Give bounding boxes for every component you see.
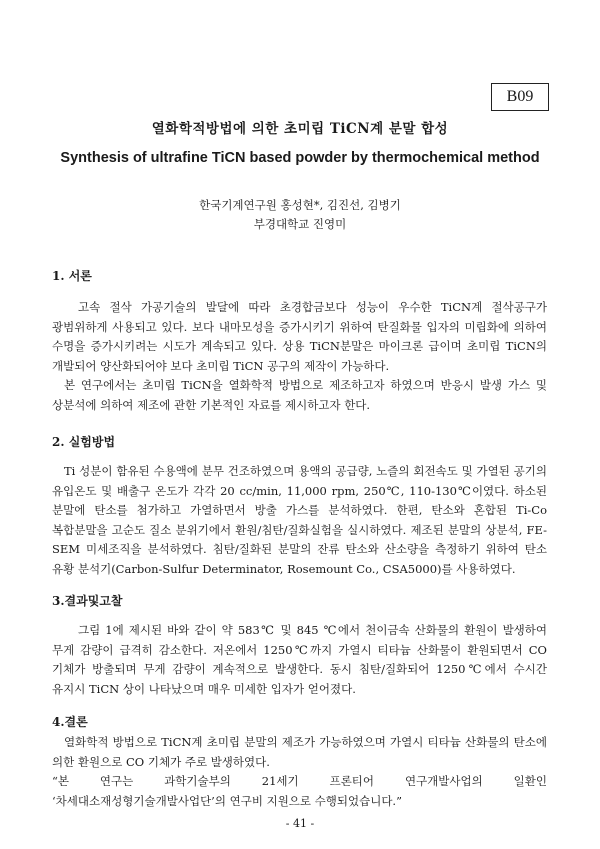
conclusion-paragraph: 열화학적 방법으로 TiCN계 초미립 분말의 제조가 가능하였으며 가열시 티타늄 산화물의 탄소에 의한 환원으로 CO 기체가 주로 발생하였다. <box>52 735 547 769</box>
section-heading-methods: 2. 실험방법 <box>52 435 116 449</box>
results-paragraph: 그림 1에 제시된 바와 같이 약 583℃ 및 845 ℃에서 천이금속 산화물의 환원이 발생하여 무게 감량이 급격히 감소한다. 저온에서 1250℃까지 가열시 티타늄 산화물이 환원되면서 CO 기체가 방출되며 무게 감량이 계속적으로 발생한다. 동시 침탄/질화되어 1250℃에서 수시간 유지시 TiCN 상이 나타났으며 매우 미세한 입자가 얻어졌다. <box>52 623 547 696</box>
intro-paragraph-2: 본 연구에서는 초미립 TiCN을 열화학적 방법으로 제조하고자 하였으며 반응시 발생 가스 및 상분석에 의하여 제조에 관한 기본적인 자료를 제시하고자 한다. <box>52 378 547 412</box>
intro-paragraph-1: 고속 절삭 가공기술의 발달에 따라 초경합금보다 성능이 우수한 TiCN계 절삭공구가 광범위하게 사용되고 있다. 보다 내마모성을 증가시키기 위하여 탄질화물 입자의 미립화에 의하여 수명을 증가시키려는 시도가 계속되고 있다. 상용 TiCN분말은 마이크론 급이며 초미립 TiCN의 개발되어 양산화되어야 보다 초미립 TiCN 공구의 제작이 가능하다. <box>52 300 547 373</box>
title-korean: 열화학적방법에 의한 초미립 TiCN계 분말 합성 <box>151 121 449 137</box>
section-heading-introduction: 1. 서론 <box>52 269 92 283</box>
acknowledgment: “본 연구는 과학기술부의 21세기 프론티어 연구개발사업의 일환인 ‘차세대소재성형기술개발사업단’의 연구비 지원으로 수행되었습니다.” <box>52 774 547 808</box>
paper-code-box: B09 <box>491 83 549 111</box>
title-english: Synthesis of ultrafine TiCN based powder by thermochemical method <box>60 150 540 166</box>
author-list: 한국기계연구원 홍성현*, 김진선, 김병기 <box>199 198 401 212</box>
affiliation: 부경대학교 진영미 <box>253 217 347 231</box>
section-heading-results: 3.결과및고찰 <box>52 594 123 608</box>
methods-paragraph: Ti 성분이 함유된 수용액에 분무 건조하였으며 용액의 공급량, 노즐의 회전속도 및 가열된 공기의 유입온도 및 배출구 온도가 각각 20 cc/min, 11,000 rpm, 250℃, 110-130℃이였다. 하소된 분말에 탄소를 첨가하고 가열하면서 방출 가스를 분석하였다. 한편, 탄소와 혼합된 Ti-Co 복합분말을 고순도 질소 분위기에서 환원/침탄/질화실험을 실시하였다. 제조된 분말의 상분석, FE-SEM 미세조직을 분석하였다. 침탄/질화된 분말의 잔류 탄소와 산소량을 측정하기 위하여 탄소 유황 분석기(Carbon-Sulfur Determinator, Rosemount Co., CSA5000)를 사용하였다. <box>52 464 547 576</box>
section-heading-conclusion: 4.결론 <box>52 715 88 729</box>
page-number: - 41 - <box>285 817 315 830</box>
